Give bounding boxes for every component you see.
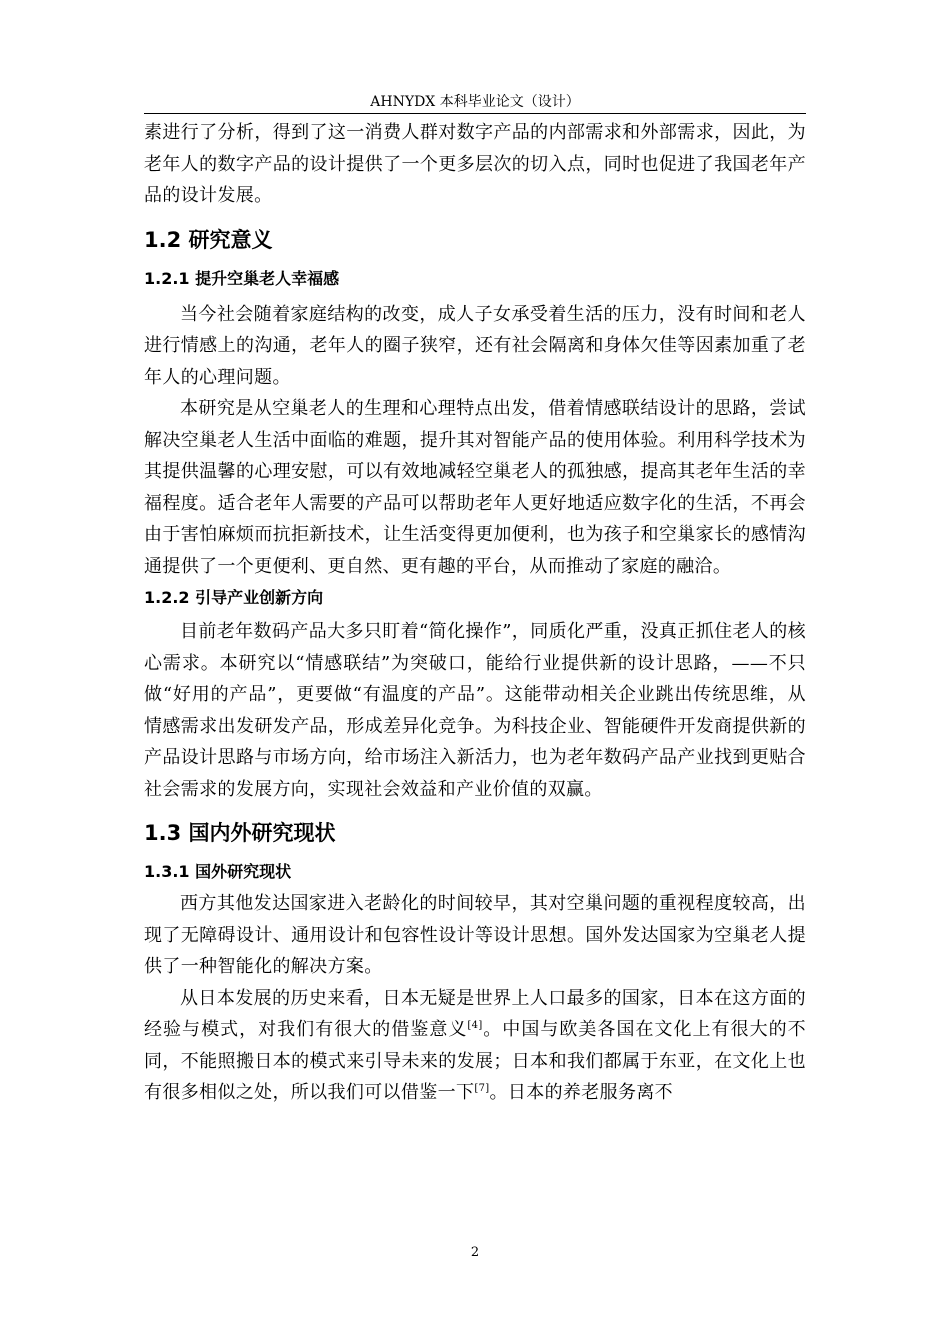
page-number: 2 [470,1245,480,1260]
subsection-heading-1-3-1: 1.3.1 国外研究现状 [144,862,292,881]
paragraph: 本研究是从空巢老人的生理和心理特点出发，借着情感联结设计的思路，尝试解决空巢老人生活中面临的难题，提升其对智能产品的使用体验。利用科学技术为其提供温馨的心理安慰，可以有效地减轻空巢老人的孤独感，提高其老年生活的幸福程度。适合老年人需要的产品可以帮助老年人更好地适应数字化的生活，不再会由于害怕麻烦而抗拒新技术，让生活变得更加便利，也为孩子和空巢家长的感情沟通提供了一个更便利、更自然、更有趣的平台，从而推动了家庭的融洽。 [144,398,806,577]
paragraph-text: 。日本的养老服务离不 [489,1082,674,1103]
paragraph-text: 。中国与欧美各国在文化上有很大的不同，不能照搬日本的模式来引导未来的发展；日本和我们都属于东亚，在文化上也有很多相似之处，所以我们可以借鉴一下 [144,1019,806,1103]
running-header: AHNYDX 本科毕业论文（设计） [370,94,580,110]
subsection-heading-1-2-1: 1.2.1 提升空巢老人幸福感 [144,268,340,288]
paragraph-continued: 素进行了分析，得到了这一消费人群对数字产品的内部需求和外部需求，因此，为老年人的数字产品的设计提供了一个更多层次的切入点，同时也促进了我国老年产品的设计发展。 [144,122,806,206]
section-heading-1-2: 1.2 研究意义 [144,227,273,252]
paragraph: 目前老年数码产品大多只盯着“简化操作”，同质化严重，没真正抓住老人的核心需求。本研究以“情感联结”为突破口，能给行业提供新的设计思路，——不只做“好用的产品”，更要做“有温度的产品”。这能带动相关企业跳出传统思维，从情感需求出发研发产品，形成差异化竞争。为科技企业、智能硬件开发商提供新的产品设计思路与市场方向，给市场注入新活力，也为老年数码产品产业找到更贴合社会需求的发展方向，实现社会效益和产业价值的双赢。 [144,621,806,800]
subsection-heading-1-2-2: 1.2.2 引导产业创新方向 [144,588,324,607]
section-heading-1-3: 1.3 国内外研究现状 [144,821,336,845]
page-body [144,117,806,1109]
paragraph [144,983,806,1109]
paragraph: 西方其他发达国家进入老龄化的时间较早，其对空巢问题的重视程度较高，出现了无障碍设计、通用设计和包容性设计等设计思想。国外发达国家为空巢老人提供了一种智能化的解决方案。 [144,893,806,977]
citation-ref: [4] [467,1020,483,1031]
citation-ref: [7] [474,1083,490,1094]
header-rule [144,113,806,114]
paragraph-text: 从日本发展的历史来看，日本无疑是世界上人口最多的国家，日本在这方面的经验与模式，对我们有很大的借鉴意义 [144,987,806,1040]
paragraph: 当今社会随着家庭结构的改变，成人子女承受着生活的压力，没有时间和老人进行情感上的沟通，老年人的圈子狭窄，还有社会隔离和身体欠佳等因素加重了老年人的心理问题。 [144,303,806,388]
